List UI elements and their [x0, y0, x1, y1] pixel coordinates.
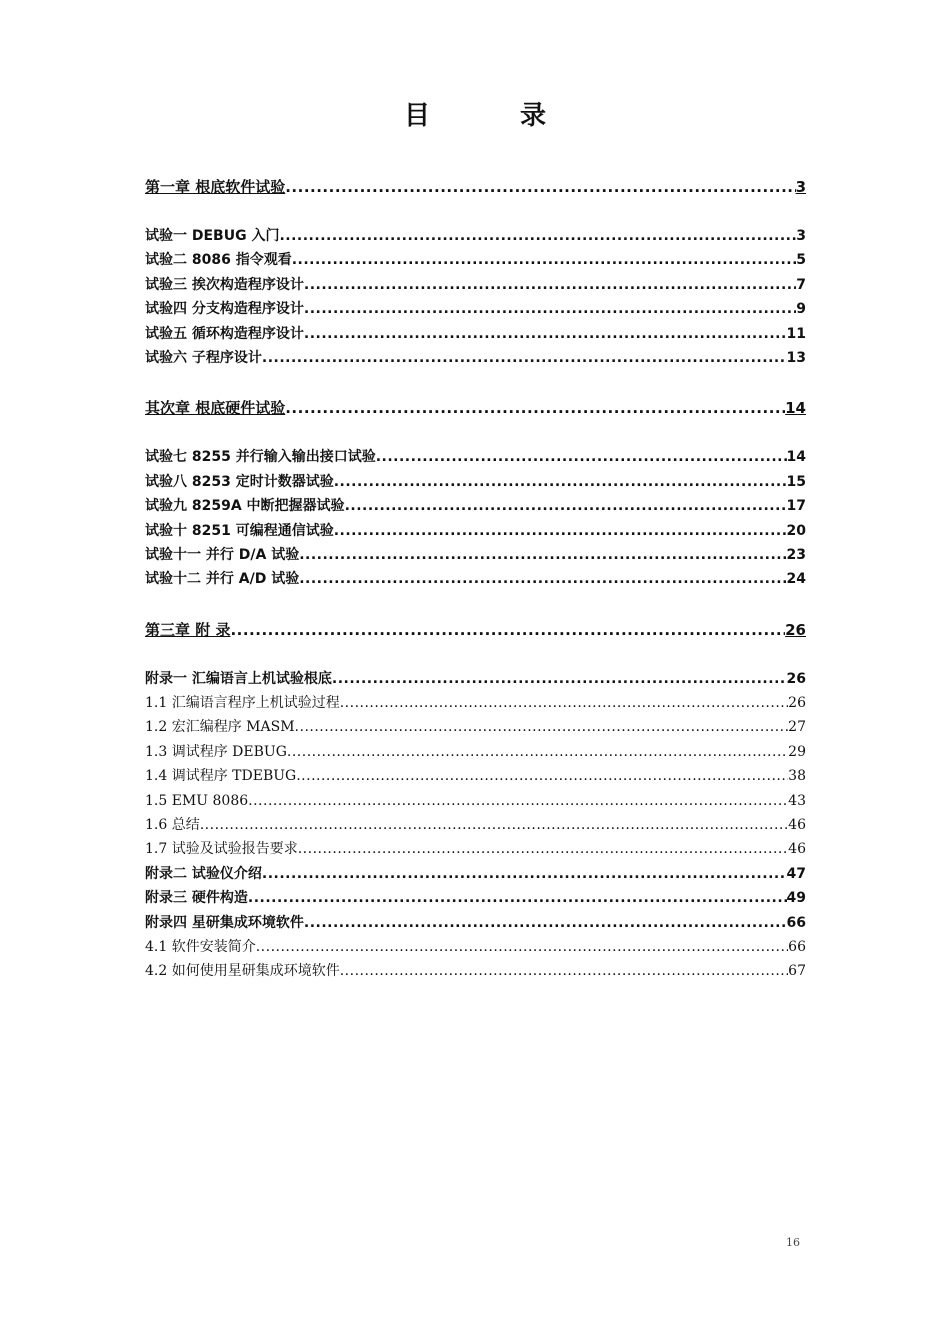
toc-entry-label: 1.5 EMU 8086	[145, 792, 249, 809]
toc-entry-exp-8[interactable]	[145, 470, 806, 494]
toc-entry-page: 29	[788, 743, 806, 760]
toc-entry-label: 附录三 硬件构造	[145, 890, 248, 907]
toc-entry-section-4-2[interactable]	[145, 959, 806, 983]
dot-leader	[299, 543, 786, 567]
dot-leader	[285, 393, 785, 423]
dot-leader	[332, 667, 787, 691]
toc-entry-label: 第三章 附 录	[145, 620, 231, 639]
dot-leader	[334, 470, 787, 494]
toc-entry-label: 试验十一 并行 D/A 试验	[145, 546, 300, 563]
toc-entry-section-1-4[interactable]	[145, 764, 806, 788]
toc-entry-exp-4[interactable]	[145, 297, 806, 321]
dot-leader	[304, 273, 796, 297]
dot-leader	[262, 862, 787, 886]
dot-leader	[256, 935, 788, 959]
page-number: 16	[786, 1236, 800, 1249]
toc-entry-section-1-3[interactable]	[145, 740, 806, 764]
dot-leader	[295, 715, 789, 739]
dot-leader	[248, 789, 788, 813]
dot-leader	[287, 740, 788, 764]
toc-entry-page: 27	[788, 719, 806, 736]
toc-entry-label: 附录二 试验仪介绍	[145, 865, 262, 882]
toc-entry-page: 46	[788, 817, 806, 834]
dot-leader	[304, 911, 787, 935]
dot-leader	[376, 445, 787, 469]
toc-entry-label: 试验十二 并行 A/D 试验	[145, 571, 300, 588]
toc-entry-page: 14	[786, 449, 806, 466]
toc-entry-section-4-1[interactable]	[145, 935, 806, 959]
toc-entry-page: 26	[788, 695, 806, 712]
toc-entry-page: 5	[796, 252, 806, 269]
toc-entry-label: 试验四 分支构造程序设计	[145, 301, 304, 318]
toc-entry-page: 26	[785, 620, 806, 639]
toc-entry-label: 附录一 汇编语言上机试验根底	[145, 670, 332, 687]
toc-entry-page: 46	[788, 841, 806, 858]
dot-leader	[292, 248, 797, 272]
toc-entry-exp-2[interactable]	[145, 248, 806, 272]
dot-leader	[345, 494, 787, 518]
toc-entry-page: 14	[785, 399, 806, 418]
toc-entry-exp-7[interactable]	[145, 445, 806, 469]
dot-leader	[340, 691, 788, 715]
toc-entry-label: 试验五 循环构造程序设计	[145, 325, 304, 342]
toc-entry-label: 试验一 DEBUG 入门	[145, 228, 280, 244]
toc-entry-exp-3[interactable]	[145, 273, 806, 297]
toc-entry-label: 其次章 根底硬件试验	[145, 399, 286, 418]
toc-entry-page: 38	[788, 768, 806, 785]
toc-entry-page: 17	[786, 498, 806, 515]
toc-entry-section-1-1[interactable]	[145, 691, 806, 715]
dot-leader	[285, 172, 795, 202]
dot-leader	[304, 297, 796, 321]
toc-entry-appendix-2[interactable]	[145, 862, 806, 886]
toc-entry-label: 试验六 子程序设计	[145, 349, 262, 366]
toc-entry-label: 试验二 8086 指令观看	[145, 252, 292, 269]
toc-entry-exp-10[interactable]	[145, 519, 806, 543]
toc-chapter-1[interactable]	[145, 172, 806, 202]
dot-leader	[262, 346, 787, 370]
toc-entry-appendix-3[interactable]	[145, 886, 806, 910]
toc-entry-label: 4.1 软件安装简介	[145, 938, 256, 955]
toc-entry-exp-5[interactable]	[145, 322, 806, 346]
toc-entry-section-1-5[interactable]	[145, 789, 806, 813]
toc-entry-page: 15	[786, 473, 806, 490]
toc-entry-page: 11	[786, 325, 806, 342]
toc-entry-exp-12[interactable]	[145, 567, 806, 591]
toc-entry-section-1-7[interactable]	[145, 837, 806, 861]
toc-entry-label: 试验十 8251 可编程通信试验	[145, 522, 334, 539]
toc-entry-label: 1.6 总结	[145, 817, 200, 834]
dot-leader	[334, 519, 787, 543]
toc-entry-exp-11[interactable]	[145, 543, 806, 567]
toc-entry-appendix-1[interactable]	[145, 667, 806, 691]
toc-entry-page: 47	[786, 865, 806, 882]
toc-entry-page: 13	[786, 349, 806, 366]
toc-entry-label: 1.2 宏汇编程序 MASM	[145, 719, 295, 736]
dot-leader	[200, 813, 788, 837]
toc-entry-section-1-6[interactable]	[145, 813, 806, 837]
dot-leader	[296, 764, 788, 788]
toc-entry-page: 66	[786, 914, 806, 931]
toc-entry-exp-1[interactable]	[145, 224, 806, 248]
toc-entry-page: 7	[796, 276, 806, 293]
toc-entry-page: 66	[788, 938, 806, 955]
toc-entry-label: 1.4 调试程序 TDEBUG	[145, 768, 297, 785]
page-title: 目 录	[403, 101, 578, 131]
toc-chapter-3[interactable]	[145, 615, 806, 645]
table-of-contents	[145, 172, 806, 984]
dot-leader	[340, 959, 788, 983]
toc-entry-page: 43	[788, 792, 806, 809]
dot-leader	[230, 615, 785, 645]
dot-leader	[304, 322, 787, 346]
toc-entry-exp-6[interactable]	[145, 346, 806, 370]
dot-leader	[279, 224, 796, 248]
toc-entry-exp-9[interactable]	[145, 494, 806, 518]
toc-entry-page: 67	[788, 963, 806, 980]
toc-entry-label: 1.1 汇编语言程序上机试验过程	[145, 695, 340, 712]
toc-entry-label: 试验九 8259A 中断把握器试验	[145, 498, 345, 515]
dot-leader	[248, 886, 787, 910]
toc-entry-page: 9	[796, 301, 806, 318]
toc-entry-page: 26	[786, 670, 806, 687]
toc-entry-page: 20	[786, 522, 806, 539]
toc-entry-page: 3	[795, 178, 806, 196]
toc-entry-appendix-4[interactable]	[145, 911, 806, 935]
toc-entry-page: 24	[786, 571, 806, 588]
toc-entry-label: 1.3 调试程序 DEBUG	[145, 743, 287, 760]
toc-entry-section-1-2[interactable]	[145, 715, 806, 739]
toc-entry-label: 试验七 8255 并行输入输出接口试验	[145, 449, 376, 466]
toc-entry-page: 23	[786, 546, 806, 563]
toc-entry-label: 1.7 试验及试验报告要求	[145, 841, 298, 858]
dot-leader	[299, 567, 786, 591]
toc-entry-page: 49	[786, 890, 806, 907]
toc-entry-label: 附录四 星研集成环境软件	[145, 914, 304, 931]
dot-leader	[298, 837, 788, 861]
toc-entry-page: 3	[796, 228, 806, 244]
toc-entry-label: 试验八 8253 定时计数器试验	[145, 473, 334, 490]
toc-entry-label: 试验三 挨次构造程序设计	[145, 276, 304, 293]
toc-entry-label: 第一章 根底软件试验	[145, 178, 286, 196]
toc-chapter-2[interactable]	[145, 393, 806, 423]
toc-entry-label: 4.2 如何使用星研集成环境软件	[145, 963, 340, 980]
